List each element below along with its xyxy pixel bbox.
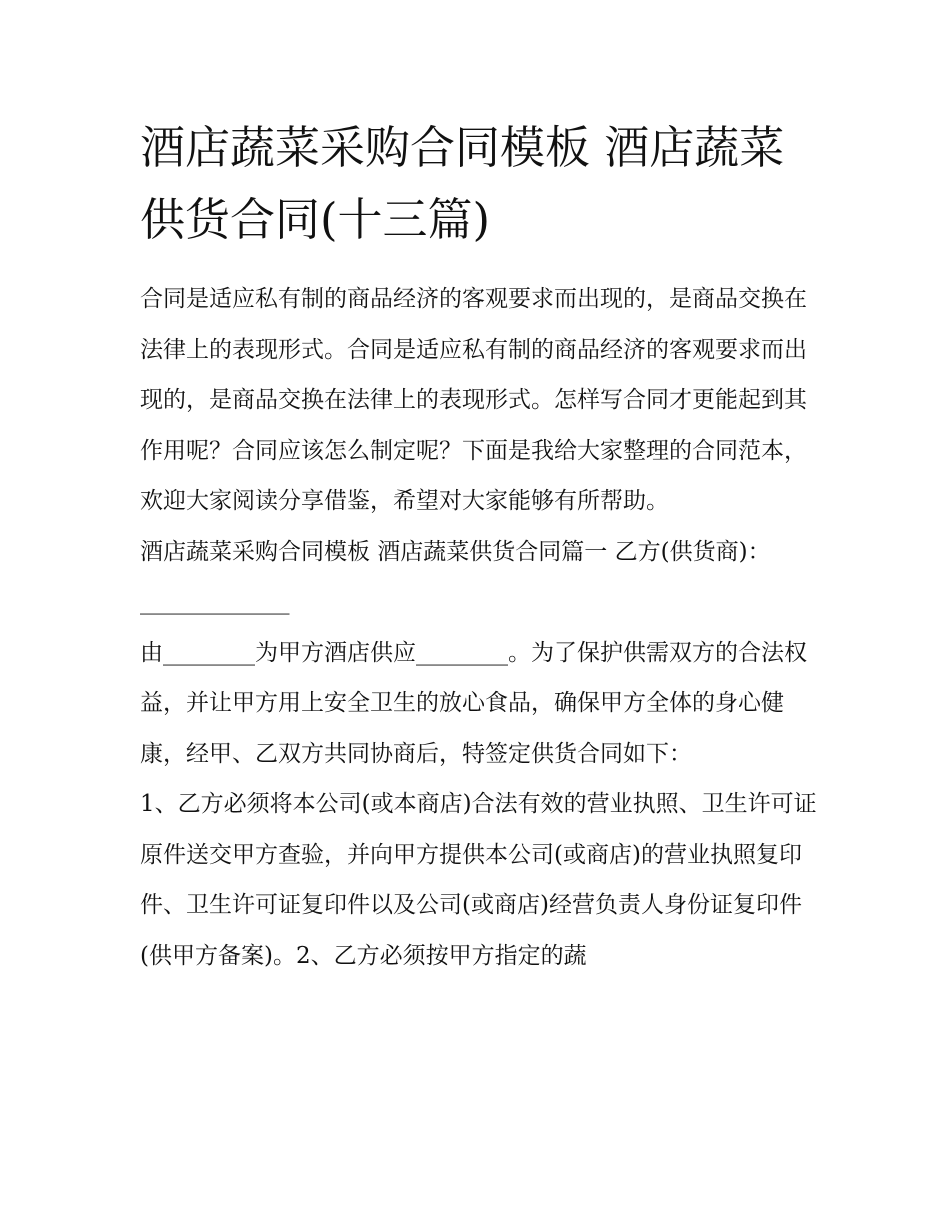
document-title: 酒店蔬菜采购合同模板 酒店蔬菜供货合同(十三篇) [140, 121, 785, 246]
intro-paragraph: 合同是适应私有制的商品经济的客观要求而出现的，是商品交换在法律上的表现形式。合同是适应私有制的商品经济的客观要求而出现的，是商品交换在法律上的表现形式。怎样写合同才更能起到其作用呢？合同应该怎么制定呢？下面是我给大家整理的合同范本，欢迎大家阅读分享借鉴，希望对大家能够有所帮助。 [140, 286, 807, 514]
contract-preamble-paragraph: 由________为甲方酒店供应________。为了保护供需双方的合法权益，并让甲方用上安全卫生的放心食品，确保甲方全体的身心健康，经甲、乙双方共同协商后，特签定供货合同如下： [140, 639, 807, 767]
contract-heading-paragraph: 酒店蔬菜采购合同模板 酒店蔬菜供货合同篇一 乙方(供货商)：_____________ [140, 538, 771, 615]
contract-clause-paragraph: 1、乙方必须将本公司(或本商店)合法有效的营业执照、卫生许可证原件送交甲方查验，并向甲方提供本公司(或商店)的营业执照复印件、卫生许可证复印件以及公司(或商店)经营负责人身份证复印件(供甲方备案)。2、乙方必须按甲方指定的蔬 [140, 791, 817, 969]
document-body [140, 112, 820, 981]
